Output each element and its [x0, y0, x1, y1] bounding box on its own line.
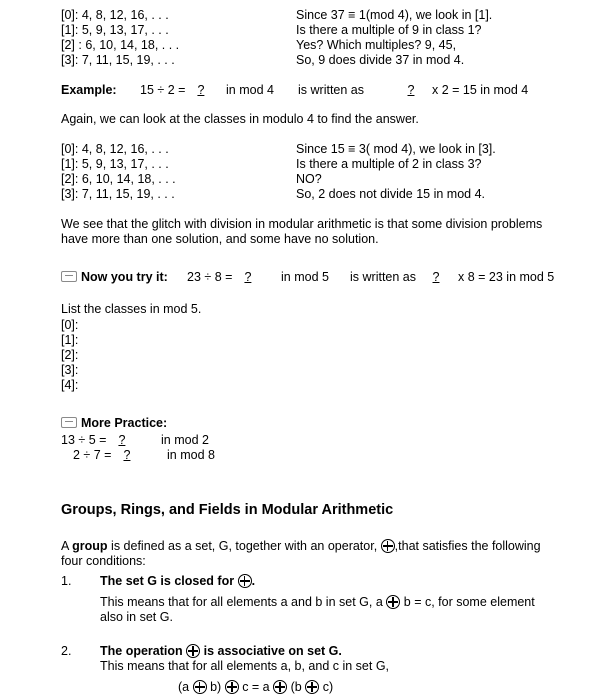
- condition-2-title: [100, 644, 342, 658]
- practice-1-mod: in mod 2: [161, 433, 209, 447]
- example-written: is written as: [298, 83, 364, 97]
- list-class-2: [2]:: [61, 348, 79, 362]
- example2-note-3: So, 2 does not divide 15 in mod 4.: [296, 187, 486, 201]
- associativity-formula: [178, 680, 333, 694]
- try-it-blank2: ?: [432, 270, 440, 284]
- glitch-line-2: have more than one solution, and some have no solution.: [61, 232, 379, 246]
- condition-1-number: 1.: [61, 574, 72, 588]
- formula-e: c): [322, 680, 334, 694]
- list-class-1: [1]:: [61, 333, 79, 347]
- condition-1-text-a: This means that for all elements a and b in set G, a: [100, 595, 383, 609]
- condition-1-text-c: also in set G.: [100, 610, 173, 624]
- practice-1-expr: 13 ÷ 5 =: [61, 433, 107, 447]
- example2-class-1: [1]: 5, 9, 13, 17, . . .: [61, 157, 169, 171]
- oplus-icon: [186, 644, 200, 658]
- condition-2-title-b: is associative on set G.: [203, 644, 342, 658]
- formula-b: b): [210, 680, 222, 694]
- example1-note-3: So, 9 does divide 37 in mod 4.: [296, 53, 465, 67]
- glitch-line-1: We see that the glitch with division in modular arithmetic is that some division problems: [61, 217, 543, 231]
- practice-1: [61, 433, 134, 447]
- try-it-expr: 23 ÷ 8 =: [187, 270, 233, 284]
- example-mod: in mod 4: [226, 83, 274, 97]
- try-it-label: Now you try it:: [81, 270, 168, 284]
- section-heading: Groups, Rings, and Fields in Modular Arithmetic: [61, 502, 394, 518]
- group-definition-line-2: four conditions:: [61, 554, 146, 568]
- example1-class-2: [2] : 6, 10, 14, 18, . . .: [61, 38, 180, 52]
- example2-note-2: NO?: [296, 172, 322, 186]
- example2-class-0: [0]: 4, 8, 12, 16, . . .: [61, 142, 169, 156]
- list-class-3: [3]:: [61, 363, 79, 377]
- example1-note-1: Is there a multiple of 9 in class 1?: [296, 23, 482, 37]
- practice-2-blank: ?: [123, 448, 131, 462]
- example-blank2: ?: [407, 83, 415, 97]
- formula-d: (b: [290, 680, 302, 694]
- oplus-icon: [381, 539, 395, 553]
- oplus-icon: [386, 595, 400, 609]
- example-blank: ?: [197, 83, 205, 97]
- def-prefix: A: [61, 539, 69, 553]
- def-group-term: group: [72, 539, 108, 553]
- practice-2-mod: in mod 8: [167, 448, 215, 462]
- condition-2-text: This means that for all elements a, b, and c in set G,: [100, 659, 390, 673]
- try-it-expression: [187, 270, 260, 284]
- try-it-blank: ?: [244, 270, 252, 284]
- try-it-written: is written as: [350, 270, 416, 284]
- condition-1-title: The set G is closed for .: [100, 574, 256, 588]
- formula-c: c = a: [242, 680, 270, 694]
- oplus-icon: [225, 680, 239, 694]
- practice-2-expr: 2 ÷ 7 =: [73, 448, 112, 462]
- example1-note-2: Yes? Which multiples? 9, 45,: [296, 38, 457, 52]
- oplus-icon: [305, 680, 319, 694]
- example-expr: 15 ÷ 2 =: [140, 83, 186, 97]
- try-it-tail: x 8 = 23 in mod 5: [458, 270, 555, 284]
- example1-class-3: [3]: 7, 11, 15, 19, . . .: [61, 53, 175, 67]
- example2-note-1: Is there a multiple of 2 in class 3?: [296, 157, 482, 171]
- example1-class-0: [0]: 4, 8, 12, 16, . . .: [61, 8, 169, 22]
- oplus-icon: [238, 574, 252, 588]
- practice-2: [73, 448, 139, 462]
- list-classes-prompt: List the classes in mod 5.: [61, 302, 202, 316]
- def-end: ,that satisfies the following: [394, 539, 541, 553]
- example-expression: [140, 83, 213, 97]
- formula-a: (a: [178, 680, 190, 694]
- condition-2-number: 2.: [61, 644, 72, 658]
- more-practice-row: [61, 416, 167, 430]
- example2-class-2: [2]: 6, 10, 14, 18, . . .: [61, 172, 176, 186]
- pointing-hand-icon: [61, 271, 77, 282]
- example2-class-3: [3]: 7, 11, 15, 19, . . .: [61, 187, 175, 201]
- oplus-icon: [273, 680, 287, 694]
- condition-1-text-b: b = c, for some element: [403, 595, 535, 609]
- example-label: Example:: [61, 83, 117, 97]
- list-class-0: [0]:: [61, 318, 79, 332]
- example-tail: x 2 = 15 in mod 4: [432, 83, 529, 97]
- try-it-mod: in mod 5: [281, 270, 329, 284]
- try-it-row: [61, 270, 168, 284]
- more-practice-label: More Practice:: [81, 416, 168, 430]
- example2-intro: Again, we can look at the classes in modulo 4 to find the answer.: [61, 112, 419, 126]
- oplus-icon: [193, 680, 207, 694]
- group-definition-line-1: [61, 539, 541, 553]
- practice-1-blank: ?: [118, 433, 126, 447]
- example1-class-1: [1]: 5, 9, 13, 17, . . .: [61, 23, 169, 37]
- def-mid: is defined as a set, G, together with an operator,: [111, 539, 378, 553]
- condition-1-text: [100, 595, 535, 609]
- example1-note-0: Since 37 ≡ 1(mod 4), we look in [1].: [296, 8, 493, 22]
- condition-1-title-text: The set G is closed for: [100, 574, 235, 588]
- pointing-hand-icon: [61, 417, 77, 428]
- example2-note-0: Since 15 ≡ 3( mod 4), we look in [3].: [296, 142, 496, 156]
- list-class-4: [4]:: [61, 378, 79, 392]
- condition-2-title-a: The operation: [100, 644, 183, 658]
